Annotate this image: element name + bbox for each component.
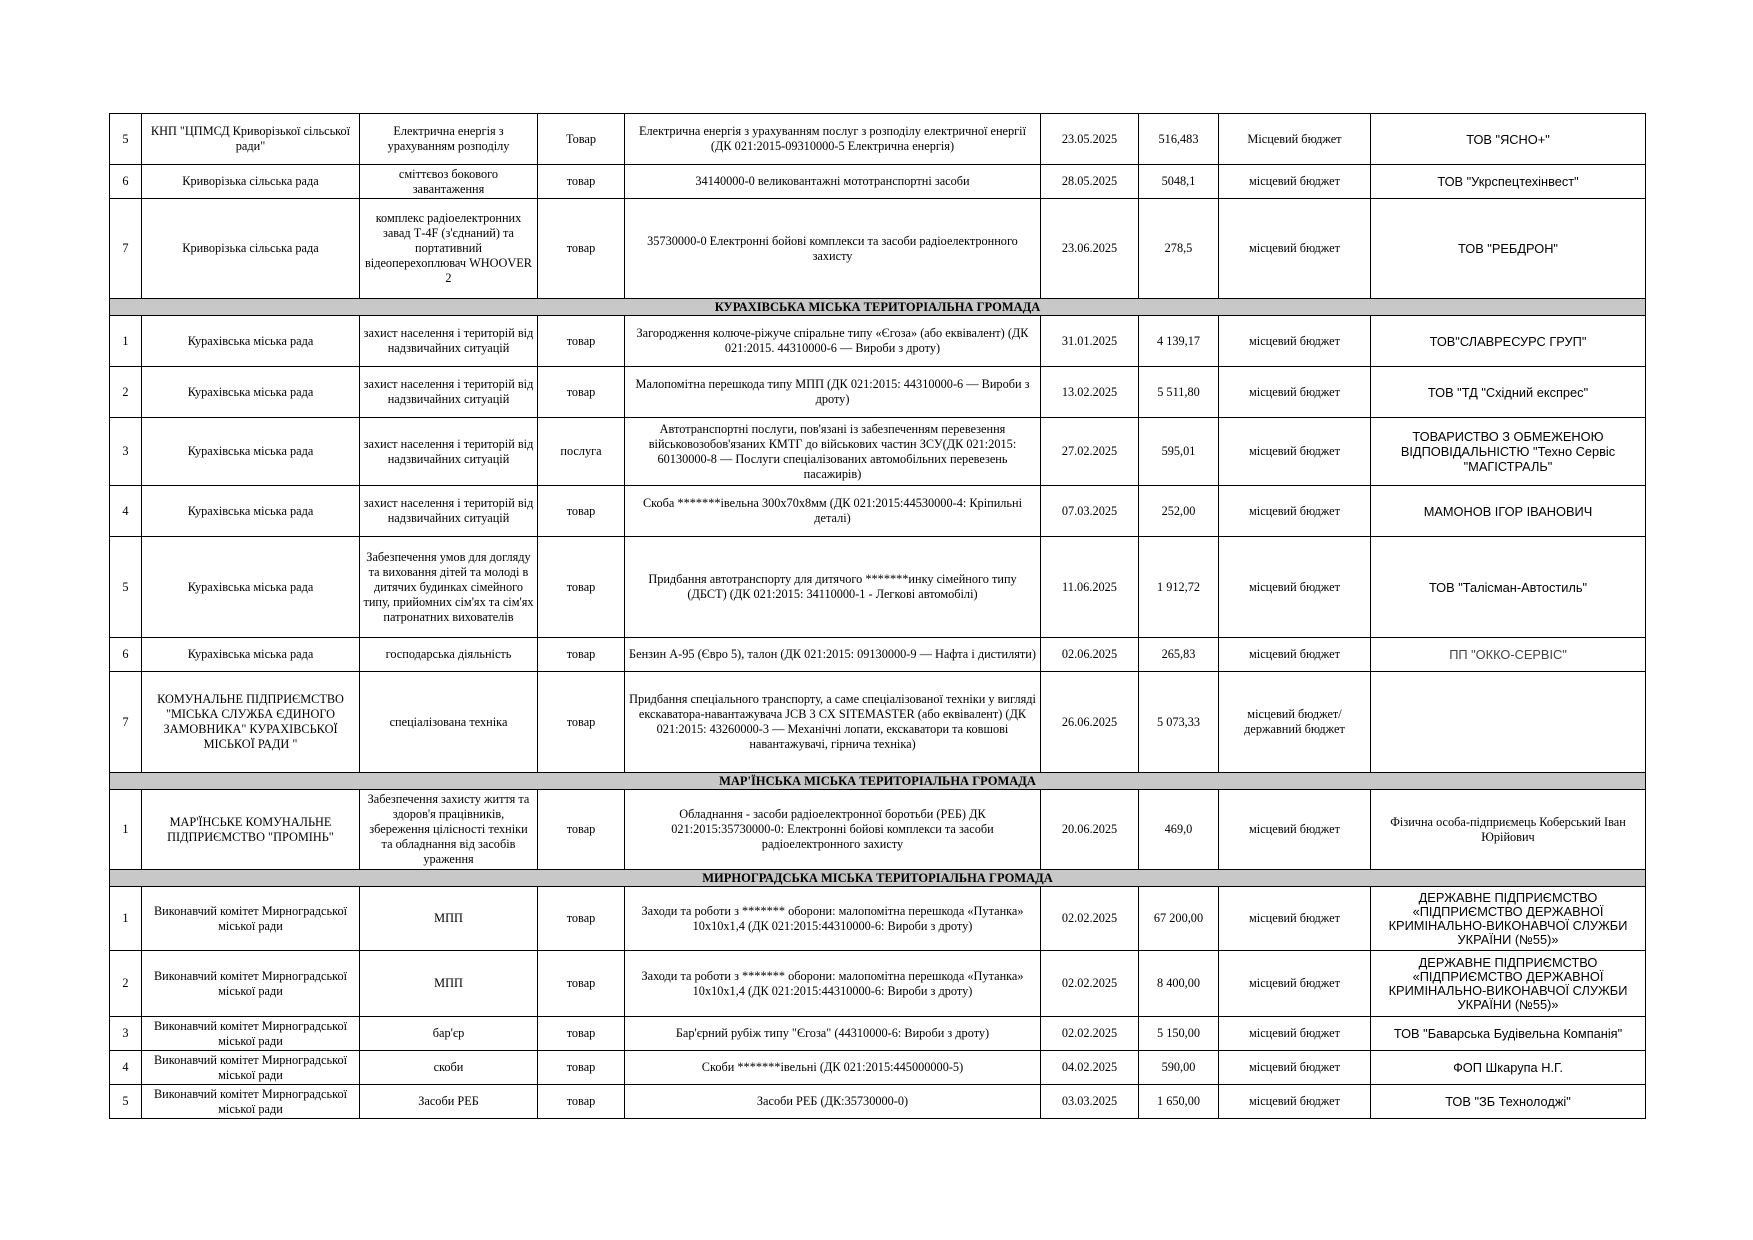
amount-cell: 516,483 [1139, 114, 1219, 165]
organization-cell: Криворізька сільська рада [142, 165, 360, 199]
subject-cell: МПП [360, 887, 538, 951]
description-cell: Придбання автотранспорту для дитячого *******инку сімейного типу (ДБСТ) (ДК 021:2015: 34110000-1 - Легкові автомобілі) [625, 537, 1041, 638]
date-cell: 31.01.2025 [1041, 316, 1139, 367]
budget-cell: місцевий бюджет [1219, 790, 1371, 870]
table-row [110, 1085, 1646, 1119]
date-cell: 28.05.2025 [1041, 165, 1139, 199]
subject-cell: МПП [360, 951, 538, 1017]
amount-cell: 469,0 [1139, 790, 1219, 870]
procurement-table [109, 113, 1646, 1119]
budget-cell: місцевий бюджет [1219, 316, 1371, 367]
row-number-cell: 5 [110, 537, 142, 638]
type-cell: товар [538, 165, 625, 199]
date-cell: 11.06.2025 [1041, 537, 1139, 638]
date-cell: 23.06.2025 [1041, 199, 1139, 299]
amount-cell: 265,83 [1139, 638, 1219, 672]
subject-cell: захист населення і територій від надзвичайних ситуацій [360, 486, 538, 537]
table-row [110, 951, 1646, 1017]
subject-cell: господарська діяльність [360, 638, 538, 672]
date-cell: 02.02.2025 [1041, 1017, 1139, 1051]
description-cell: Заходи та роботи з ******* оборони: малопомітна перешкода «Путанка» 10х10х1,4 (ДК 021:2015:44310000-6: Вироби з дроту) [625, 951, 1041, 1017]
type-cell: товар [538, 367, 625, 418]
type-cell: товар [538, 638, 625, 672]
description-cell: Скоба *******івельна 300х70х8мм (ДК 021:2015:44530000-4: Кріпильні деталі) [625, 486, 1041, 537]
description-cell: 35730000-0 Електронні бойові комплекси та засоби радіоелектронного захисту [625, 199, 1041, 299]
amount-cell: 590,00 [1139, 1051, 1219, 1085]
amount-cell: 5048,1 [1139, 165, 1219, 199]
row-number-cell: 5 [110, 1085, 142, 1119]
budget-cell: місцевий бюджет/державний бюджет [1219, 672, 1371, 773]
row-number-cell: 2 [110, 951, 142, 1017]
type-cell: Товар [538, 114, 625, 165]
table-row [110, 367, 1646, 418]
budget-cell: місцевий бюджет [1219, 537, 1371, 638]
date-cell: 04.02.2025 [1041, 1051, 1139, 1085]
row-number-cell: 7 [110, 199, 142, 299]
description-cell: Електрична енергія з урахуванням послуг з розподілу електричної енергії (ДК 021:2015-09310000-5 Електрична енергія) [625, 114, 1041, 165]
table-row [110, 638, 1646, 672]
supplier-cell: ТОВАРИСТВО З ОБМЕЖЕНОЮ ВІДПОВІДАЛЬНІСТЮ "Техно Сервіс "МАГІСТРАЛЬ" [1371, 418, 1646, 486]
subject-cell: бар'єр [360, 1017, 538, 1051]
table-row [110, 114, 1646, 165]
type-cell: товар [538, 537, 625, 638]
date-cell: 13.02.2025 [1041, 367, 1139, 418]
budget-cell: місцевий бюджет [1219, 367, 1371, 418]
subject-cell: Забезпечення захисту життя та здоров'я працівників, збереження цілісності техніки та обладнання від засобів ураження [360, 790, 538, 870]
table-row [110, 672, 1646, 773]
table-row [110, 418, 1646, 486]
amount-cell: 595,01 [1139, 418, 1219, 486]
amount-cell: 8 400,00 [1139, 951, 1219, 1017]
subject-cell: скоби [360, 1051, 538, 1085]
row-number-cell: 5 [110, 114, 142, 165]
date-cell: 02.02.2025 [1041, 951, 1139, 1017]
organization-cell: КОМУНАЛЬНЕ ПІДПРИЄМСТВО "МІСЬКА СЛУЖБА ЄДИНОГО ЗАМОВНИКА" КУРАХІВСЬКОЇ МІСЬКОЇ РАДИ " [142, 672, 360, 773]
description-cell: Обладнання - засоби радіоелектронної боротьби (РЕБ) ДК 021:2015:35730000-0: Електронні бойові комплекси та засоби радіоелектронного захисту [625, 790, 1041, 870]
amount-cell: 67 200,00 [1139, 887, 1219, 951]
supplier-cell: ТОВ"СЛАВРЕСУРС ГРУП" [1371, 316, 1646, 367]
type-cell: товар [538, 1017, 625, 1051]
description-cell: Загородження колюче-ріжуче спіральне типу «Єгоза» (або еквівалент) (ДК 021:2015. 44310000-6 — Вироби з дроту) [625, 316, 1041, 367]
supplier-cell: ДЕРЖАВНЕ ПІДПРИЄМСТВО «ПІДПРИЄМСТВО ДЕРЖАВНОЇ КРИМІНАЛЬНО-ВИКОНАВЧОЇ СЛУЖБИ УКРАЇНИ (№55)» [1371, 887, 1646, 951]
supplier-cell: ТОВ "ЗБ Технолоджі" [1371, 1085, 1646, 1119]
date-cell: 27.02.2025 [1041, 418, 1139, 486]
row-number-cell: 4 [110, 1051, 142, 1085]
row-number-cell: 1 [110, 790, 142, 870]
type-cell: товар [538, 1051, 625, 1085]
row-number-cell: 6 [110, 165, 142, 199]
row-number-cell: 6 [110, 638, 142, 672]
type-cell: товар [538, 1085, 625, 1119]
amount-cell: 1 912,72 [1139, 537, 1219, 638]
subject-cell: захист населення і територій від надзвичайних ситуацій [360, 316, 538, 367]
subject-cell: спеціалізована техніка [360, 672, 538, 773]
row-number-cell: 1 [110, 316, 142, 367]
type-cell: послуга [538, 418, 625, 486]
supplier-cell [1371, 672, 1646, 773]
organization-cell: Виконавчий комітет Мирноградської міської ради [142, 1085, 360, 1119]
type-cell: товар [538, 316, 625, 367]
description-cell: Заходи та роботи з ******* оборони: малопомітна перешкода «Путанка» 10х10х1,4 (ДК 021:2015:44310000-6: Вироби з дроту) [625, 887, 1041, 951]
amount-cell: 5 150,00 [1139, 1017, 1219, 1051]
subject-cell: Забезпечення умов для догляду та виховання дітей та молоді в дитячих будинках сімейного типу, прийомних сім'ях та сім'ях патронатних вихователів [360, 537, 538, 638]
supplier-cell: ФОП Шкарупа Н.Г. [1371, 1051, 1646, 1085]
supplier-cell: ТОВ "ЯСНО+" [1371, 114, 1646, 165]
description-cell: Автотранспортні послуги, пов'язані із забезпеченням перевезення військовозобов'язаних КМТГ до військових частин ЗСУ(ДК 021:2015: 60130000-8 — Послуги спеціалізованих автомобільних перевезень пасажирів) [625, 418, 1041, 486]
budget-cell: місцевий бюджет [1219, 638, 1371, 672]
supplier-cell: ТОВ "Талісман-Автостиль" [1371, 537, 1646, 638]
table-row [110, 887, 1646, 951]
row-number-cell: 2 [110, 367, 142, 418]
subject-cell: Електрична енергія з урахуванням розподілу [360, 114, 538, 165]
budget-cell: місцевий бюджет [1219, 486, 1371, 537]
amount-cell: 5 511,80 [1139, 367, 1219, 418]
organization-cell: Курахівська міська рада [142, 537, 360, 638]
table-row [110, 1017, 1646, 1051]
organization-cell: Курахівська міська рада [142, 418, 360, 486]
section-header-row [110, 773, 1646, 790]
type-cell: товар [538, 951, 625, 1017]
row-number-cell: 4 [110, 486, 142, 537]
section-header-title: КУРАХІВСЬКА МІСЬКА ТЕРИТОРІАЛЬНА ГРОМАДА [110, 299, 1646, 316]
organization-cell: Курахівська міська рада [142, 367, 360, 418]
budget-cell: місцевий бюджет [1219, 887, 1371, 951]
description-cell: Бензин А-95 (Євро 5), талон (ДК 021:2015: 09130000-9 — Нафта і дистиляти) [625, 638, 1041, 672]
row-number-cell: 1 [110, 887, 142, 951]
amount-cell: 1 650,00 [1139, 1085, 1219, 1119]
date-cell: 07.03.2025 [1041, 486, 1139, 537]
section-header-title: МИРНОГРАДСЬКА МІСЬКА ТЕРИТОРІАЛЬНА ГРОМАДА [110, 870, 1646, 887]
type-cell: товар [538, 199, 625, 299]
date-cell: 26.06.2025 [1041, 672, 1139, 773]
date-cell: 02.02.2025 [1041, 887, 1139, 951]
table-row [110, 316, 1646, 367]
budget-cell: місцевий бюджет [1219, 1085, 1371, 1119]
section-header-row [110, 299, 1646, 316]
organization-cell: Курахівська міська рада [142, 486, 360, 537]
subject-cell: захист населення і територій від надзвичайних ситуацій [360, 418, 538, 486]
budget-cell: місцевий бюджет [1219, 1051, 1371, 1085]
table-row [110, 537, 1646, 638]
budget-cell: місцевий бюджет [1219, 418, 1371, 486]
supplier-cell: ТОВ "Баварська Будівельна Компанія" [1371, 1017, 1646, 1051]
supplier-cell: МАМОНОВ ІГОР ІВАНОВИЧ [1371, 486, 1646, 537]
table-row [110, 199, 1646, 299]
description-cell: 34140000-0 великовантажні мототранспортні засоби [625, 165, 1041, 199]
supplier-cell: ТОВ "РЕБДРОН" [1371, 199, 1646, 299]
subject-cell: захист населення і територій від надзвичайних ситуацій [360, 367, 538, 418]
row-number-cell: 7 [110, 672, 142, 773]
organization-cell: Курахівська міська рада [142, 638, 360, 672]
date-cell: 20.06.2025 [1041, 790, 1139, 870]
budget-cell: місцевий бюджет [1219, 951, 1371, 1017]
supplier-cell: ТОВ "ТД "Східний експрес" [1371, 367, 1646, 418]
type-cell: товар [538, 486, 625, 537]
section-header-title: МАР'ЇНСЬКА МІСЬКА ТЕРИТОРІАЛЬНА ГРОМАДА [110, 773, 1646, 790]
supplier-cell: ТОВ "Укрспецтехінвест" [1371, 165, 1646, 199]
row-number-cell: 3 [110, 1017, 142, 1051]
description-cell: Малопомітна перешкода типу МПП (ДК 021:2015: 44310000-6 — Вироби з дроту) [625, 367, 1041, 418]
organization-cell: Виконавчий комітет Мирноградської міської ради [142, 1051, 360, 1085]
section-header-row [110, 870, 1646, 887]
description-cell: Скоби *******івельні (ДК 021:2015:445000000-5) [625, 1051, 1041, 1085]
supplier-cell: ДЕРЖАВНЕ ПІДПРИЄМСТВО «ПІДПРИЄМСТВО ДЕРЖАВНОЇ КРИМІНАЛЬНО-ВИКОНАВЧОЇ СЛУЖБИ УКРАЇНИ (№55)» [1371, 951, 1646, 1017]
amount-cell: 278,5 [1139, 199, 1219, 299]
organization-cell: Криворізька сільська рада [142, 199, 360, 299]
amount-cell: 252,00 [1139, 486, 1219, 537]
date-cell: 03.03.2025 [1041, 1085, 1139, 1119]
subject-cell: комплекс радіоелектронних завад Т-4F (з'єднаний) та портативний відеоперехоплювач WHOOVER 2 [360, 199, 538, 299]
subject-cell: Засоби РЕБ [360, 1085, 538, 1119]
description-cell: Засоби РЕБ (ДК:35730000-0) [625, 1085, 1041, 1119]
type-cell: товар [538, 790, 625, 870]
type-cell: товар [538, 887, 625, 951]
budget-cell: Місцевий бюджет [1219, 114, 1371, 165]
supplier-cell: ПП "ОККО-СЕРВІС" [1371, 638, 1646, 672]
organization-cell: КНП "ЦПМСД Криворізької сільської ради" [142, 114, 360, 165]
supplier-cell: Фізична особа-підприємець Коберський Іван Юрійович [1371, 790, 1646, 870]
organization-cell: МАР'ЇНСЬКЕ КОМУНАЛЬНЕ ПІДПРИЄМСТВО "ПРОМІНЬ" [142, 790, 360, 870]
description-cell: Бар'єрний рубіж типу "Єгоза" (44310000-6: Вироби з дроту) [625, 1017, 1041, 1051]
budget-cell: місцевий бюджет [1219, 199, 1371, 299]
table-row [110, 790, 1646, 870]
organization-cell: Курахівська міська рада [142, 316, 360, 367]
table-row [110, 1051, 1646, 1085]
budget-cell: місцевий бюджет [1219, 165, 1371, 199]
description-cell: Придбання спеціального транспорту, а саме спеціалізованої техніки у вигляді екскаватора-навантажувача JCB 3 CX SITEMASTER (або еквівалент) (ДК 021:2015: 43260000-3 — Механічні лопати, екскаватори та ковшові навантажувачі, гірнича техніка) [625, 672, 1041, 773]
budget-cell: місцевий бюджет [1219, 1017, 1371, 1051]
table-row [110, 486, 1646, 537]
row-number-cell: 3 [110, 418, 142, 486]
table-row [110, 165, 1646, 199]
organization-cell: Виконавчий комітет Мирноградської міської ради [142, 887, 360, 951]
date-cell: 02.06.2025 [1041, 638, 1139, 672]
organization-cell: Виконавчий комітет Мирноградської міської ради [142, 1017, 360, 1051]
organization-cell: Виконавчий комітет Мирноградської міської ради [142, 951, 360, 1017]
date-cell: 23.05.2025 [1041, 114, 1139, 165]
amount-cell: 4 139,17 [1139, 316, 1219, 367]
amount-cell: 5 073,33 [1139, 672, 1219, 773]
table-body [110, 114, 1646, 1119]
subject-cell: сміттєвоз бокового завантаження [360, 165, 538, 199]
type-cell: товар [538, 672, 625, 773]
